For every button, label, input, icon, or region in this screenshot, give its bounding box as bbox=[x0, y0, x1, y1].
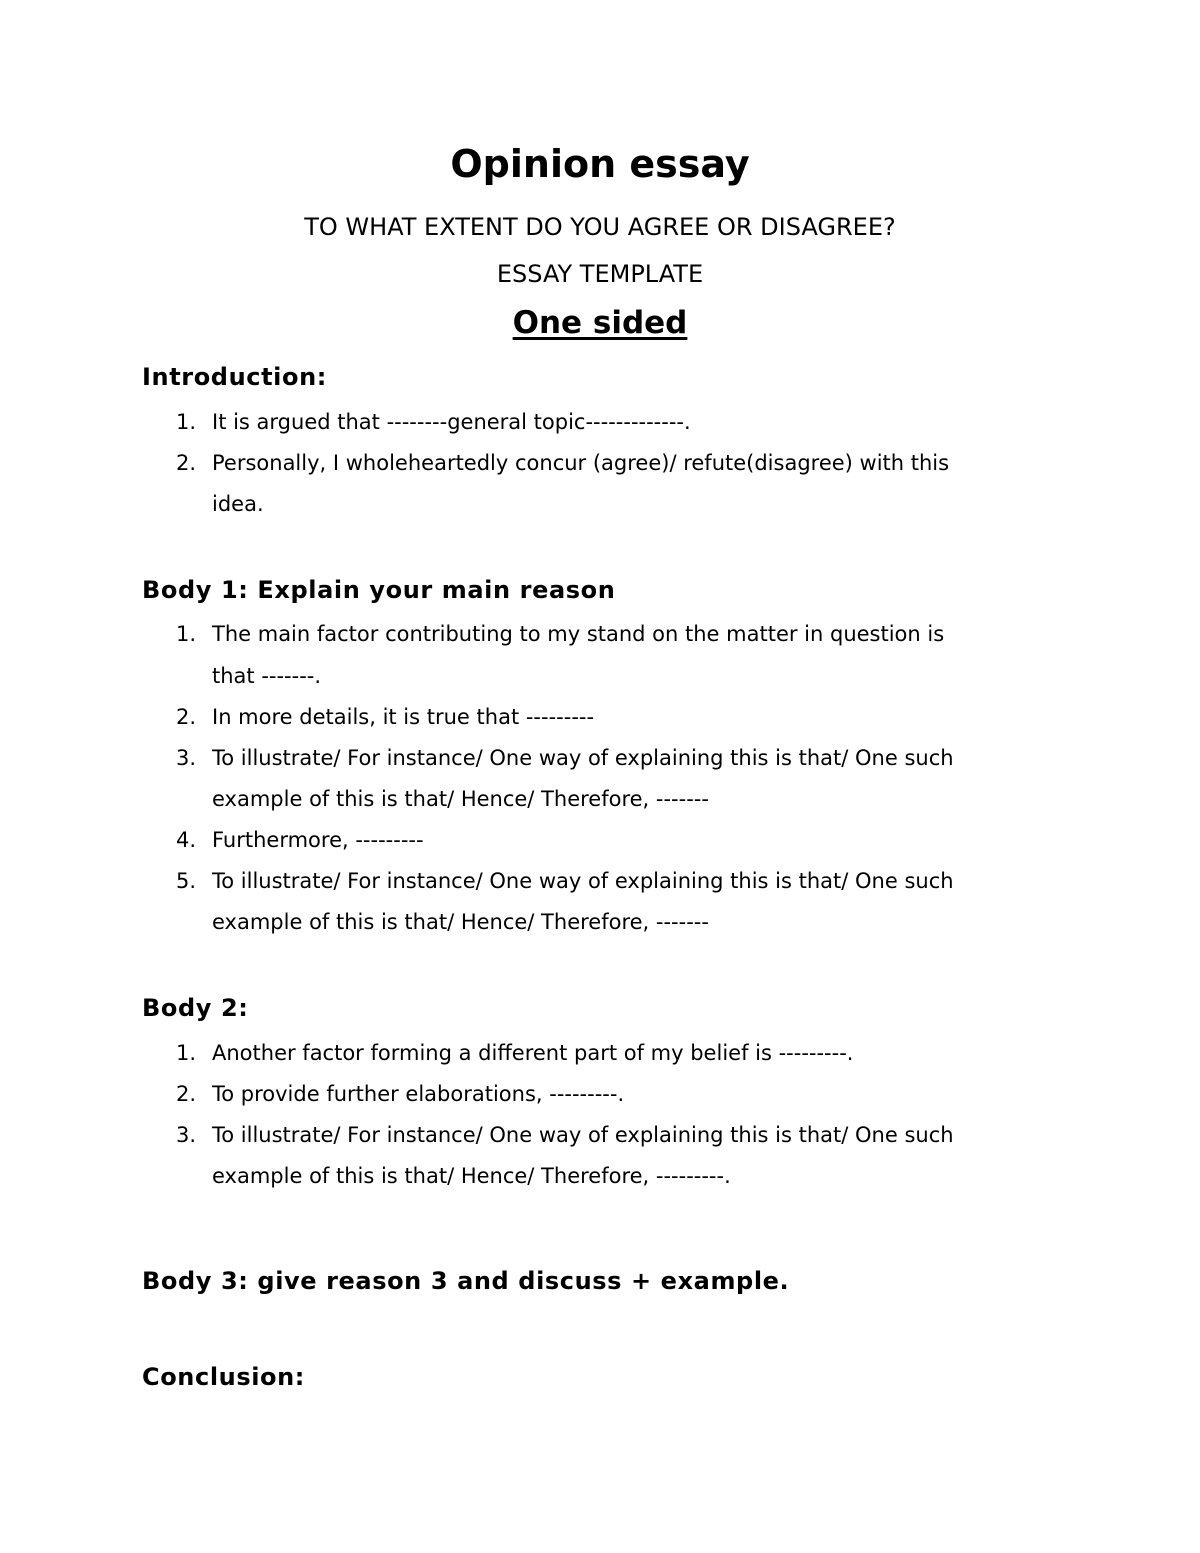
list-item-number: 2. bbox=[176, 451, 197, 475]
template-label: ESSAY TEMPLATE bbox=[496, 260, 704, 288]
list-item-number: 3. bbox=[176, 746, 197, 770]
list-item-number: 2. bbox=[176, 1082, 197, 1106]
list-item-text: The main factor contributing to my stand on the matter in question is bbox=[212, 622, 945, 646]
list-item-number: 2. bbox=[176, 705, 197, 729]
introduction-heading: Introduction: bbox=[142, 363, 327, 391]
essay-question: TO WHAT EXTENT DO YOU AGREE OR DISAGREE? bbox=[304, 213, 896, 241]
list-item-number: 1. bbox=[176, 622, 197, 646]
list-item-number: 5. bbox=[176, 869, 197, 893]
list-item-text: To illustrate/ For instance/ One way of explaining this is that/ One such bbox=[212, 746, 954, 770]
list-item-text: To provide further elaborations, ---------. bbox=[212, 1082, 625, 1106]
body-2-heading: Body 2: bbox=[142, 994, 249, 1022]
conclusion-heading: Conclusion: bbox=[142, 1363, 306, 1391]
list-item-text: Another factor forming a different part of my belief is ---------. bbox=[212, 1041, 854, 1065]
body-1-heading: Body 1: Explain your main reason bbox=[142, 576, 616, 604]
list-item-text: To illustrate/ For instance/ One way of explaining this is that/ One such bbox=[212, 1123, 954, 1147]
list-item-text: example of this is that/ Hence/ Therefore, ------- bbox=[212, 787, 709, 811]
document-title: Opinion essay bbox=[450, 142, 750, 186]
list-item-text: To illustrate/ For instance/ One way of explaining this is that/ One such bbox=[212, 869, 954, 893]
list-item-number: 1. bbox=[176, 410, 197, 434]
essay-type-heading: One sided bbox=[512, 305, 688, 341]
list-item-text: example of this is that/ Hence/ Therefore, ------- bbox=[212, 910, 709, 934]
list-item-number: 4. bbox=[176, 828, 197, 852]
list-item-text: idea. bbox=[212, 492, 264, 516]
list-item-text: example of this is that/ Hence/ Therefore, ---------. bbox=[212, 1164, 731, 1188]
list-item-text: In more details, it is true that --------- bbox=[212, 705, 595, 729]
list-item-text: Personally, I wholeheartedly concur (agree)/ refute(disagree) with this bbox=[212, 451, 950, 475]
list-item-number: 1. bbox=[176, 1041, 197, 1065]
body-3-heading: Body 3: give reason 3 and discuss + example. bbox=[142, 1267, 790, 1295]
list-item-text: Furthermore, --------- bbox=[212, 828, 424, 852]
list-item-text: that -------. bbox=[212, 664, 322, 688]
list-item-number: 3. bbox=[176, 1123, 197, 1147]
list-item-text: It is argued that --------general topic-------------. bbox=[212, 410, 691, 434]
